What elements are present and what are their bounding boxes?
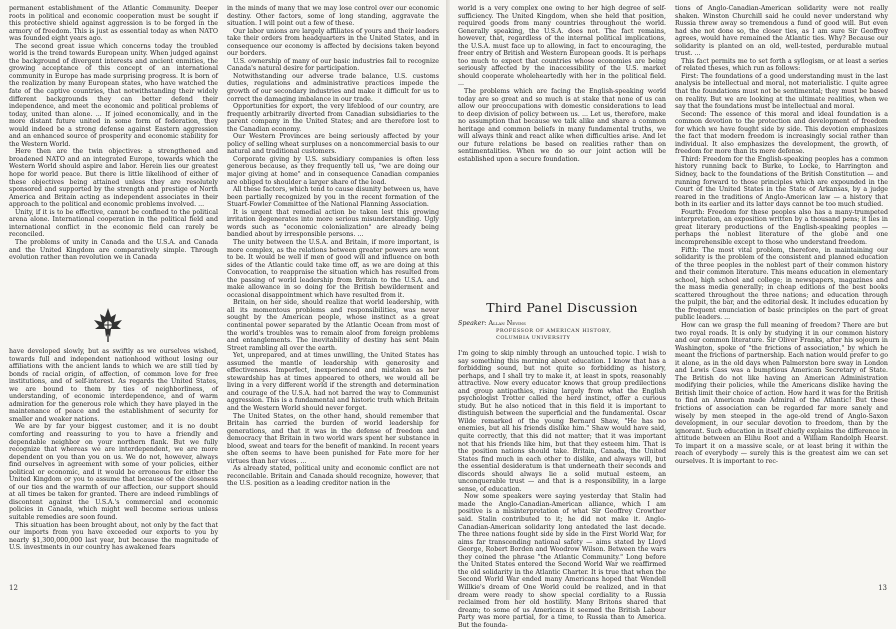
speaker-title-line2: COLUMBIA UNIVERSITY [496, 335, 571, 341]
right-page [450, 0, 896, 629]
paragraph: This situation has been brought about, not only by the fact that our imports from you have exceeded our exports to you by nearly $1,300,000,000 last year, but because the magnitude of U.S. investments in our country has awakened fears [9, 521, 218, 552]
left-column-1-top [9, 5, 218, 305]
section-title: Third Panel Discussion [486, 300, 638, 315]
paragraph: The second great issue which concerns today the troubled world is the trend towards European unity. When judged against the background of divergent interests and ancient enmities, the growing acceptance of this concept of an international community in Europe has made surprising progress. It is born of the realization by many European states, who have watched the fate of the captive countries, that notwithstanding their widely different backgrounds they can better defend their independence, and meet the economic and political problems of today, united than alone. ... If joined economically, and in the more distant future united in some form of federation, they would indeed be a strong defense against Eastern aggression and an enhanced source of prosperity and economic stability for the Western World. [9, 42, 218, 148]
paragraph: U.S. ownership of many of our basic industries fail to recognize Canada's natural desire for participation. [227, 57, 439, 73]
page-number-right: 13 [878, 584, 887, 592]
paragraph: Third: Freedom for the English-speaking peoples has a common history running back to Burke, to Locke, to Harrington and Sidney, back to the foundations of the British Constitution — and running forward to those principles which are expounded in the Court of the United States in the State of Arkansas, by a judge reared in the traditions of Anglo-American law — a history that both in its earlier and its latter days cannot be too much studied. [675, 155, 888, 209]
paragraph: The unity between the U.S.A. and Britain, if more important, is more complex, as the relations between greater powers are wont to be. It would be well if men of good will and influence on both sides of the Atlantic could take time off, as we are doing at this Convocation, to reappraise the situation which has resulted from the passing of world leadership from Britain to the U.S.A. and make allowance in so doing for the British bewilderment and occasional disappointment which have resulted from it. [227, 238, 439, 299]
maple-leaf-ornament-icon [88, 305, 128, 345]
paragraph: The United States, on the other hand, should remember that Britain has carried the burden of world leadership for generations, and that it was in the defense of freedom and democracy that Britain in two world wars spent her substance in blood, sweat and tears for the benefit of mankind. In recent years she often seems to have been punished for Fate more for her virtues than her vices. ... [227, 412, 439, 465]
speaker-name: Allan Nevins [488, 320, 526, 327]
paragraph: Now some speakers were saying yesterday that Stalin had made the Anglo-Canadian-American alliance, which I am positive is a misinterpretation of what Sir Geoffrey Crowther said. Stalin contributed to it; he did not make it. Anglo-Canadian-American solidarity long antedated the last decade. The three nations fought side by side in the First World War, for aims far transcending national safety — aims stated by Lloyd George, Robert Borden and Woodrow Wilson. Between the wars they coined the phrase "the Atlantic Community." Long before the United States entered the Second World War we reaffirmed the old solidarity in the Atlantic Charter. It is true that when the Second World War ended many Americans hoped that Wendell Willkie's dream of One World could be realized, and in that dream were ready to show special cordiality to a Russia reclaimed from her old hostility. Many Britons shared that dream; to some of us Americans it seemed the British Labour Party was more partial, for a time, to Russia than to America. But the founda- [458, 493, 666, 629]
paragraph: The problems which are facing the English-speaking world today are so great and so much is at stake that none of us can allow our preoccupations with domestic considerations to lead to deep division of policy between us. ... Let us, therefore, make no assumption that because we talk alike and share a common heritage and common beliefs in many fundamental truths, we will always think and react alike when difficulties arise. And let our future relations be based on realities rather than on sentimentalities. When we do so our joint action will be established upon a secure foundation. [458, 88, 666, 163]
paragraph: Our labor unions are largely affiliates of yours and their leaders take their orders from headquarters in the United States, and in consequence our economy is affected by decisions taken beyond our borders. [227, 27, 439, 58]
paragraph: It is urgent that remedial action be taken lest this growing irritation degenerates into more serious misunderstanding. Ugly words such as "economic colonialization" are already being bandied about by irresponsible persons. ... [227, 208, 439, 239]
paragraph: The problems of unity in Canada and the U.S.A. and Canada and the United Kingdom are comparatively simple. Through evolution rather than revolution we in Canada [9, 238, 218, 262]
left-column-1-bottom [9, 348, 218, 578]
paragraph: Fourth: Freedom for these peoples also has a many-trumpeted interpretation, an exposition written by a thousand pens; it lies in great literary productions of the English-speaking peoples — perhaps the noblest literature of the globe and one incomprehensible except to those who understand freedom. [675, 208, 888, 246]
page-number-left: 12 [9, 584, 18, 592]
paragraph: How can we grasp the full meaning of freedom? There are but two royal roads. It is only by studying it in our common history and our common literature. Sir Oliver Franks, after his sojourn in Washington, spoke of "the frictions of association," by which he meant the frictions of partnership. Each nation would prefer to go it alone, as in the old days when Palmerston bore sway in London and Lewis Cass was a bumptious American Secretary of State. The British do not like having an American Administration modifying their policies, while the Americans dislike having the British limit their choice of action. How hard it was for the British to find an American made Admiral of the Atlantic! But these frictions of association can be regarded far more sanely and wisely by men steeped in the age-old trend of Anglo-Saxon development, in our secular devotion to freedom, than by the ignorant. Such education in itself chiefly explains the difference in attitude between an Elihu Root and a William Randolph Hearst. To impart it on a massive scale, or at least bring it within the reach of everybody — surely this is the greatest aim we can set ourselves. It is important to rec- [675, 321, 888, 465]
speaker-title-line1: PROFESSOR OF AMERICAN HISTORY, [496, 327, 612, 334]
paragraph: have developed slowly, but as swiftly as we ourselves wished, towards full and independent nationhood without losing our affiliations with the ancient lands to which we are still tied by bonds of racial origin, of affection, of common love for free institutions, and of self-interest. As regards the United States, we are bound to them by ties of neighborliness, of understanding, of economic interdependence, and of warm admiration for the generous role which they have played in the maintenance of peace and the establishment of security for smaller and weaker nations. [9, 348, 218, 423]
right-column-1-top [458, 5, 666, 290]
paragraph: This fact permits me to set forth a syllogism, or at least a series of related theses, which run as follows: [675, 57, 888, 73]
speaker-label: Speaker: [458, 320, 487, 327]
paragraph: First: The foundations of a good understanding must in the last analysis be intellectual and moral, not materialistic. I quite agree that the foundations must not be sentimental; they must be based on reality. But we are looking at the ultimate realities, when we say that the foundations must be intellectual and moral. [675, 72, 888, 111]
paragraph: Here then are the twin objectives: a strengthened and broadened NATO and an integrated Europe, towards which the Western World should aspire and labor. Herein lies our greatest hope for world peace. But there is little likelihood of either of these objectives being attained unless they are resolutely sponsored and supported by the strength and prestige of North America and Britain acting as independent associates in their approach to the political and economic problems involved. ... [9, 148, 218, 209]
paragraph: world is a very complex one owing to her high degree of self-sufficiency. The United Kingdom, when she held that position, required goods from many countries throughout the world. Generally speaking, the U.S.A. does not. The fact remains, however, that, regardless of the internal political implications, the U.S.A. must face up to allowing, in fact to encouraging, the freer entry of British and Western European goods. It is perhaps too much to expect that countries whose economies are being seriously affected by the inaccessibility of the U.S. market should cooperate wholeheartedly with her in the political field. ... [458, 5, 666, 88]
paragraph: tions of Anglo-Canadian-American solidarity were not really shaken. Winston Churchill said he could never understand why Russia threw away so tremendous a fund of good will. But even had she not done so, the closer ties, as I am sure Sir Geoffrey agrees, would have remained the Atlantic ties. Why? Because our solidarity is planted on an old, well-tested, perdurable mutual trust. ... [675, 5, 888, 58]
paragraph: Second: The essence of this moral and ideal foundation is a common devotion to the protection and development of freedom for which we have fought side by side. This devotion emphasizes the fact that modern freedom is increasingly social rather than individual. It also emphasizes the development, the growth, of freedom for more than its mere defense. [675, 110, 888, 156]
paragraph: Fifth: The most vital problem, therefore, in maintaining our solidarity is the problem of the consistent and planned education of the three peoples in the noblest part of their common history and their common literature. This means education in elementary school, high school and college; in newspapers, magazines and the mass media generally; in cheap editions of the best books scattered throughout the three nations; and education through the pulpit, the bar, and the editorial desk. It includes education by the frequent enunciation of basic principles on the part of great public leaders. ... [675, 246, 888, 322]
paragraph: Notwithstanding our adverse trade balance, U.S. customs duties, regulations and administrative practices impede the growth of our secondary industries and make it difficult for us to correct the damaging imbalance in our trade. [227, 72, 439, 103]
paragraph: As already stated, political unity and economic conflict are not reconcilable. Britain and Canada should recognize, however, that the U.S. position as a leading creditor nation in the [227, 465, 439, 488]
paragraph: permanent establishment of the Atlantic Community. Deeper roots in political and economic cooperation must be sought if this protective shield against aggression is to be forged in the armory of freedom. This is just as essential today as when NATO was founded eight years ago. [9, 5, 218, 43]
paragraph: All these factors, which tend to cause disunity between us, have been partially recognized by you in the recent formation of the Stuart-Fowler Committee of the National Planning Association. [227, 186, 439, 209]
paragraph: Unity, if it is to be effective, cannot be confined to the political arena alone. International cooperation in the political field and international conflict in the economic field can rarely be reconciled. [9, 208, 218, 239]
paragraph: Our Western Provinces are being seriously affected by your policy of selling wheat surpluses on a noncommercial basis to our natural and traditional customers. [227, 133, 439, 156]
left-column-2 [227, 5, 439, 579]
paragraph: Yet, unprepared, and at times unwilling, the United States has assumed the mantle of leadership with generosity and effectiveness. Imperfect, inexperienced and mistaken as her stewardship has at times appeared to others, we would all be living in a very different world if the strength and determination and courage of the U.S.A. had not barred the way to Communist aggression. This is a fundamental and historic truth which Britain and the Western World should never forget. [227, 352, 439, 412]
paragraph: I'm going to skip nimbly through an untouched topic. I wish to say something this morning about education. I know that has a forbidding sound, but not quite so forbidding as history, perhaps, and I shall try to make it, at least in spots, reasonably attractive. Now every educator knows that group predilections and group antipathies, rising largely from what the English psychologist Trotter called the herd instinct, offer a curious study. But he also noticed that in this field it is important to distinguish between the superficial and the fundamental. Oscar Wilde remarked of the young Bernard Shaw, "He has no enemies, but all his friends dislike him." Shaw would have said, quite correctly, that this did not matter; that it was important not that his friends like him, but that they esteem him. That is the position nations should take. Britain, Canada, the United States find much in each other to dislike, and always will, but the essential desideratum is that underneath their seconds and discords should always lie a solid mutual esteem, an unconquerable trust — and that is a responsibility, in a large sense, of education. [458, 350, 666, 493]
right-column-2 [675, 5, 888, 579]
paragraph: Corporate giving by U.S. subsidiary companies is often less generous because, as they frequently tell us, "we are doing our major giving at home" and in consequence Canadian companies are obliged to shoulder a larger share of the load. [227, 155, 439, 186]
paragraph: We are by far your biggest customer, and it is no doubt comforting and reassuring to you to have a friendly and dependable neighbor on your northern flank. But we fully recognize that whereas we are interdependent, we are more dependent on you than you on us. We do not, however, always find ourselves in agreement with some of your policies, either political or economic, and it would be erroneous for either the United Kingdom or you to assume that because of the closeness of our ties and the warmth of our affection, our support should at all times be taken for granted. There are indeed rumblings of discontent against the U.S.A.'s commercial and economic policies in Canada, which might well become serious unless suitable remedies are soon found. [9, 423, 218, 522]
paragraph: Britain, on her side, should realize that world leadership, with all its momentous problems and responsibilities, was never sought by the American people, whose instinct as a great continental power separated by the Atlantic Ocean from most of the world's troubles was to remain aloof from foreign problems and entanglements. The inevitability of destiny has sent Main Street rambling all over the earth. [227, 299, 439, 352]
left-page [0, 0, 446, 600]
paragraph: in the minds of many that we may lose control over our economic destiny. Other factors, some of long standing, aggravate the situation. I will point out a few of these. [227, 5, 439, 28]
speaker-block [458, 320, 611, 343]
right-column-1-bottom [458, 350, 666, 629]
paragraph: Opportunities for export, the very lifeblood of our country, are frequently arbitrarily diverted from Canadian subsidiaries to the parent company in the United States; and are therefore lost to the Canadian economy. [227, 103, 439, 133]
